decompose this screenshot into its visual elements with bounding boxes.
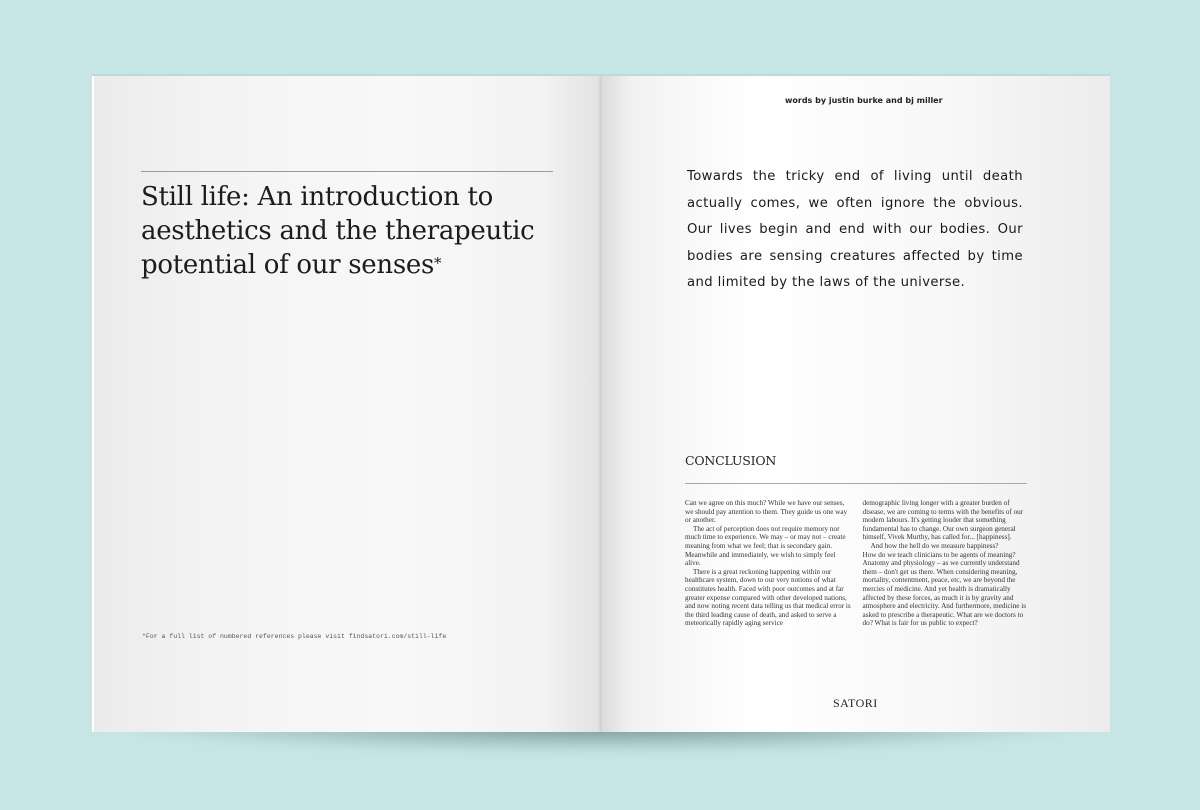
right-page	[602, 76, 1110, 732]
left-page	[92, 76, 602, 732]
paragraph: The act of perception does not require memory nor much time to experience. We may – or may not – create meaning from what we feel; that is secondary gain. Meanwhile and immediately, we wish to simply feel alive.	[685, 524, 846, 568]
article-title-text: Still life: An introduction to aesthetics and the therapeutic potential of our senses	[141, 182, 535, 280]
paragraph: How do we teach clinicians to be agents of meaning? Anatomy and physiology – as we currently understand them – don't get us there. When considering meaning, mortality, contentment, peace, etc, we are beyond the mercies of medicine. And yet health is dramatically affected by these forces, as much it is by gravity and atmosphere and electricity. And furthermore, medicine is asked to prescribe a therapeutic. What are we doctors to do? What is fair for us public to expect?	[862, 550, 1027, 628]
paragraph: Can we agree on this much? While we have our senses, we should pay attention to them. They guide us one way or another.	[685, 499, 848, 525]
byline: words by justin burke and bj miller	[785, 96, 943, 105]
brand-logo: SATORI	[833, 696, 878, 710]
body-columns	[685, 499, 1030, 628]
paragraph: There is a great reckoning happening within our healthcare system, down to our very notions of what constitutes health. Faced with poor outcomes and at far greater expense compared with other developed nations, and now noting recent data telling us that medical error is the third leading cause of death, and asked to serve a meteorically rapidly aging service	[685, 567, 851, 628]
references-footnote: *For a full list of numbered references please visit findsatori.com/still-life	[142, 633, 447, 640]
paragraph: demographic living longer with a greater burden of disease, we are coming to terms with the benefits of our modern labours. It's getting louder that something fundamental has to change. Our own surgeon general himself, Vivek Murthy, has called for... [happiness].	[862, 499, 1024, 542]
pull-quote: Towards the tricky end of living until death actually comes, we often ignore the obvious. Our lives begin and end with our bodies. Our bodies are sensing creatures affected by time and limited by the laws of the universe.	[687, 169, 1023, 290]
magazine-spread	[92, 76, 1110, 732]
article-title	[141, 180, 581, 282]
body-column-1	[685, 499, 853, 628]
paragraph: And how the hell do we measure happiness?	[870, 541, 999, 550]
footnote-marker: *	[434, 254, 442, 272]
body-column-2	[863, 499, 1031, 628]
section-rule	[685, 483, 1027, 484]
section-heading-conclusion: CONCLUSION	[685, 453, 777, 468]
title-rule	[141, 171, 553, 172]
